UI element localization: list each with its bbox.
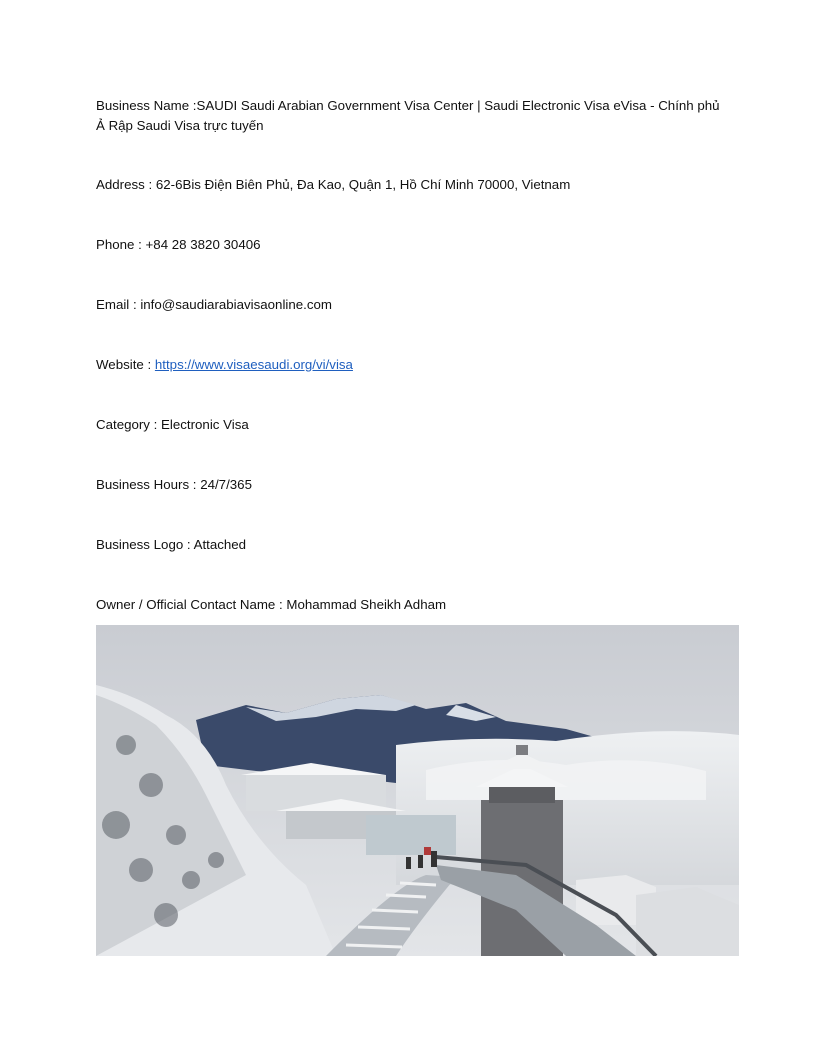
category-field: Category : Electronic Visa: [96, 417, 249, 432]
website-label: Website :: [96, 357, 155, 372]
owner-field: Owner / Official Contact Name : Mohammad Sheikh Adham: [96, 597, 447, 612]
business-name-field: Business Name :SAUDI Saudi Arabian Government Visa Center | Saudi Electronic Visa eVisa - Chính phủ Ả Rập Saudi Visa trực tuyến: [96, 98, 720, 133]
business-logo-field: Business Logo : Attached: [96, 537, 247, 552]
website-link[interactable]: https://www.visaesaudi.org/vi/visa: [154, 357, 353, 372]
snowy-mountain-photo: [96, 625, 739, 956]
business-hours-field: Business Hours : 24/7/365: [96, 477, 252, 492]
email-field: Email : info@saudiarabiavisaonline.com: [96, 297, 332, 312]
website-field: [96, 355, 726, 375]
address-field: Address : 62-6Bis Điện Biên Phủ, Đa Kao, Quận 1, Hồ Chí Minh 70000, Vietnam: [96, 177, 571, 192]
phone-field: Phone : +84 28 3820 30406: [96, 237, 261, 252]
